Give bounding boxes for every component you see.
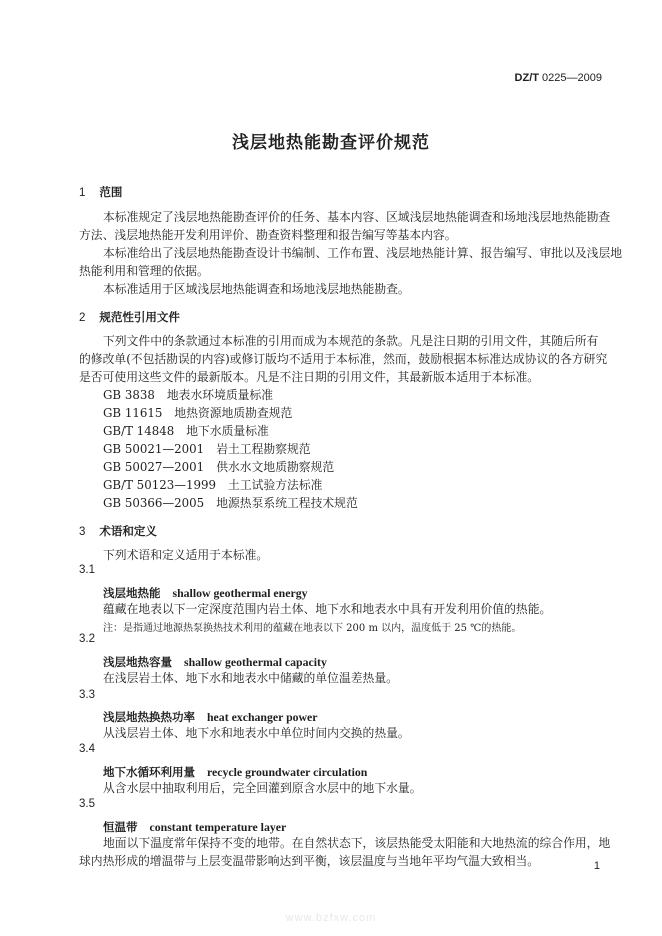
term-english: shallow geothermal energy xyxy=(172,586,308,600)
term-english: heat exchanger power xyxy=(207,710,318,724)
section-title: 术语和定义 xyxy=(99,524,157,538)
section-2-heading xyxy=(79,306,180,325)
paragraph-line: 是否可使用这些文件的最新版本。凡是不注日期的引用文件，其最新版本适用于本标准。 xyxy=(79,370,540,384)
term-heading xyxy=(103,582,308,601)
term-number: 3.1 xyxy=(79,564,95,576)
reference-name: 地下水质量标准 xyxy=(186,424,269,438)
term-definition: 地面以下温度常年保持不变的地带。在自然状态下，该层热能受太阳能和大地热流的综合作用，地 xyxy=(103,836,611,850)
reference-name: 地热资源地质勘查规范 xyxy=(174,406,293,420)
term-heading xyxy=(103,816,286,835)
reference-item xyxy=(103,476,322,493)
paragraph-line: 热能利用和管理的依据。 xyxy=(79,264,209,278)
term-chinese: 地下水循环利用量 xyxy=(103,765,195,779)
term-definition: 球内热形成的增温带与上层变温带影响达到平衡，该层温度与当地年平均气温大致相当。 xyxy=(79,854,540,868)
reference-code: GB 50021—2001 xyxy=(103,442,205,456)
section-1-heading xyxy=(79,181,122,200)
reference-item xyxy=(103,386,273,403)
reference-name: 供水水文地质勘察规范 xyxy=(216,460,335,474)
reference-item xyxy=(103,404,292,421)
section-title: 范围 xyxy=(99,185,123,199)
reference-item xyxy=(103,422,269,439)
term-number: 3.4 xyxy=(79,743,95,755)
page-number: 1 xyxy=(593,860,600,872)
term-heading xyxy=(103,651,327,670)
paragraph-line: 本标准适用于区域浅层地热能调查和场地浅层地热能勘查。 xyxy=(103,282,410,296)
paragraph-line: 的修改单(不包括勘误的内容)或修订版均不适用于本标准，然而，鼓励根据本标准达成协议的各方研究 xyxy=(79,352,608,366)
section-number: 3 xyxy=(79,526,86,538)
reference-code: GB 3838 xyxy=(103,388,155,402)
term-definition: 从浅层岩土体、地下水和地表水中单位时间内交换的热量。 xyxy=(103,726,410,740)
section-title: 规范性引用文件 xyxy=(99,310,180,324)
paragraph-line: 下列文件中的条款通过本标准的引用而成为本规范的条款。凡是注日期的引用文件，其随后所有 xyxy=(103,334,599,348)
term-definition: 在浅层岩土体、地下水和地表水中储藏的单位温差热量。 xyxy=(103,671,398,685)
section-number: 2 xyxy=(79,312,86,324)
reference-name: 岩土工程勘察规范 xyxy=(216,442,311,456)
reference-item xyxy=(103,494,358,511)
paragraph-line: 本标准给出了浅层地热能勘查设计书编制、工作布置、浅层地热能计算、报告编写、审批以及浅层地 xyxy=(103,246,623,260)
term-number: 3.3 xyxy=(79,689,95,701)
reference-code: GB 50027—2001 xyxy=(103,460,205,474)
reference-code: GB 50366—2005 xyxy=(103,496,205,510)
term-english: constant temperature layer xyxy=(149,820,287,834)
term-heading xyxy=(103,761,367,780)
term-english: shallow geothermal capacity xyxy=(184,655,327,669)
term-definition: 从含水层中抽取利用后，完全回灌到原含水层中的地下水量。 xyxy=(103,781,422,795)
term-chinese: 恒温带 xyxy=(103,820,138,834)
term-number: 3.2 xyxy=(79,633,95,645)
term-definition: 蕴藏在地表以下一定深度范围内岩土体、地下水和地表水中具有开发利用价值的热能。 xyxy=(103,602,552,616)
paragraph-line: 本标准规定了浅层地热能勘查评价的任务、基本内容、区域浅层地热能调查和场地浅层地热能勘查 xyxy=(103,210,611,224)
term-english: recycle groundwater circulation xyxy=(207,765,368,779)
reference-code: GB 11615 xyxy=(103,406,163,420)
standard-number: 0225—2009 xyxy=(542,72,602,84)
reference-name: 土工试验方法标准 xyxy=(228,478,323,492)
term-note: 注：是指通过地源热泵换热技术利用的蕴藏在地表以下 200 m 以内，温度低于 25 ℃的热能。 xyxy=(103,623,522,634)
paragraph-line: 方法、浅层地热能开发利用评价、勘查资料整理和报告编写等基本内容。 xyxy=(79,228,457,242)
term-chinese: 浅层地热换热功率 xyxy=(103,710,195,724)
reference-item xyxy=(103,440,311,457)
reference-name: 地表水环境质量标准 xyxy=(166,388,274,402)
section-3-heading xyxy=(79,520,157,539)
term-heading xyxy=(103,706,318,725)
section-number: 1 xyxy=(79,187,86,199)
standard-prefix: DZ/T xyxy=(514,72,539,84)
document-title: 浅层地热能勘查评价规范 xyxy=(232,133,430,153)
term-number: 3.5 xyxy=(79,798,95,810)
watermark: www.bzfxw.com xyxy=(285,912,377,924)
paragraph-line: 下列术语和定义适用于本标准。 xyxy=(103,548,269,562)
term-chinese: 浅层地热能 xyxy=(103,586,161,600)
reference-name: 地源热泵系统工程技术规范 xyxy=(216,496,358,510)
term-chinese: 浅层地热容量 xyxy=(103,655,172,669)
reference-code: GB/T 14848 xyxy=(103,424,175,438)
standard-code xyxy=(515,72,602,84)
reference-item xyxy=(103,458,334,475)
reference-code: GB/T 50123—1999 xyxy=(103,478,217,492)
